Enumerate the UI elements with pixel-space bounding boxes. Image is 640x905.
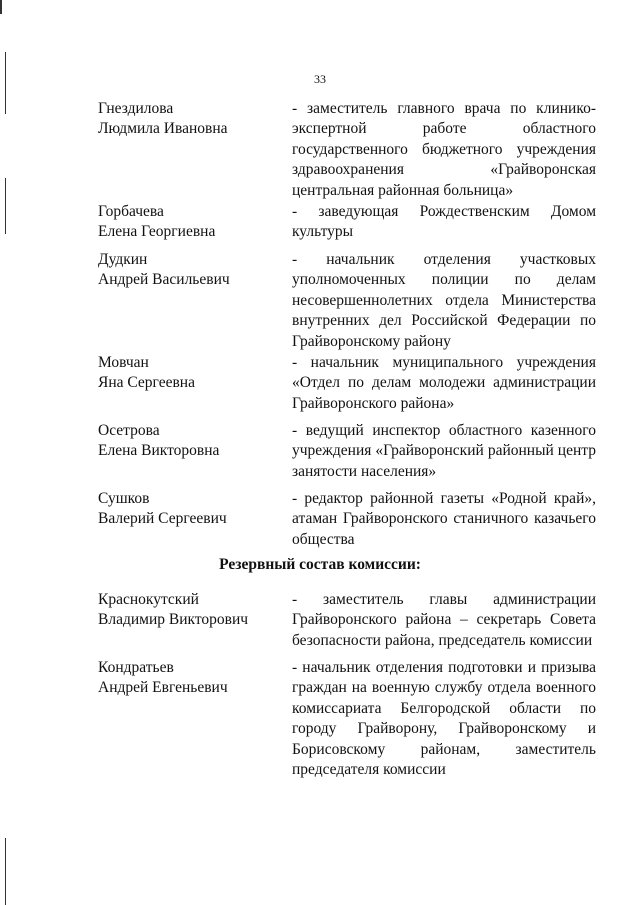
page-number: 33 [314, 72, 326, 86]
surname: Горбачева [98, 203, 164, 220]
member-name [98, 658, 283, 699]
surname: Мовчан [98, 354, 149, 371]
member-role: - редактор районной газеты «Родной край», атаман Грайворонского станичного казачьего общества [292, 490, 596, 548]
member-role: - заведующая Рождественским Домом культуры [292, 203, 596, 241]
surname: Сушков [98, 490, 150, 507]
surname: Краснокутский [98, 591, 199, 608]
member-name [98, 202, 283, 243]
given-names: Елена Георгиевна [98, 223, 216, 241]
given-names: Андрей Евгеньевич [98, 679, 228, 697]
member-name [98, 99, 283, 140]
given-names: Владимир Викторович [98, 611, 249, 629]
member-role: - начальник отделения подготовки и призыва граждан на военную службу отдела военного комиссариата Белгородской области по городу Грайворону, Грайворонскому и Борисовскому районам, заместитель председателя комиссии [292, 659, 596, 779]
surname: Кондратьев [98, 659, 174, 676]
member-role: - заместитель главного врача по клинико-экспертной работе областного государственного бюджетного учреждения здравоохранения «Грайворонская центральная районная больница» [292, 100, 596, 199]
given-names: Валерий Сергеевич [98, 510, 227, 528]
reserve-section-heading: Резервный состав комиссии: [219, 556, 421, 573]
scan-edge-mark [5, 838, 6, 905]
surname: Гнездилова [98, 100, 174, 117]
member-name [98, 590, 283, 631]
member-name [98, 421, 283, 462]
member-role: - заместитель главы администрации Грайворонского района – секретарь Совета безопасности района, председатель комиссии [292, 591, 596, 649]
member-role: - начальник муниципального учреждения «Отдел по делам молодежи администрации Грайворонского района» [292, 354, 596, 412]
member-role: - начальник отделения участковых уполномоченных полиции по делам несовершеннолетних отдела Министерства внутренних дел Российской Федерации по Грайворонскому району [292, 251, 596, 350]
surname: Осетрова [98, 422, 160, 439]
given-names: Елена Викторовна [98, 442, 220, 460]
member-role: - ведущий инспектор областного казенного учреждения «Грайворонский районный центр занятости населения» [292, 422, 596, 480]
given-names: Яна Сергеевна [98, 374, 195, 392]
member-name [98, 353, 283, 394]
member-name [98, 250, 283, 291]
given-names: Андрей Васильевич [98, 271, 230, 289]
surname: Дудкин [98, 251, 148, 268]
member-name [98, 489, 283, 530]
given-names: Людмила Ивановна [98, 120, 228, 138]
scan-edge-mark [5, 178, 6, 234]
scan-edge-mark [0, 0, 2, 14]
